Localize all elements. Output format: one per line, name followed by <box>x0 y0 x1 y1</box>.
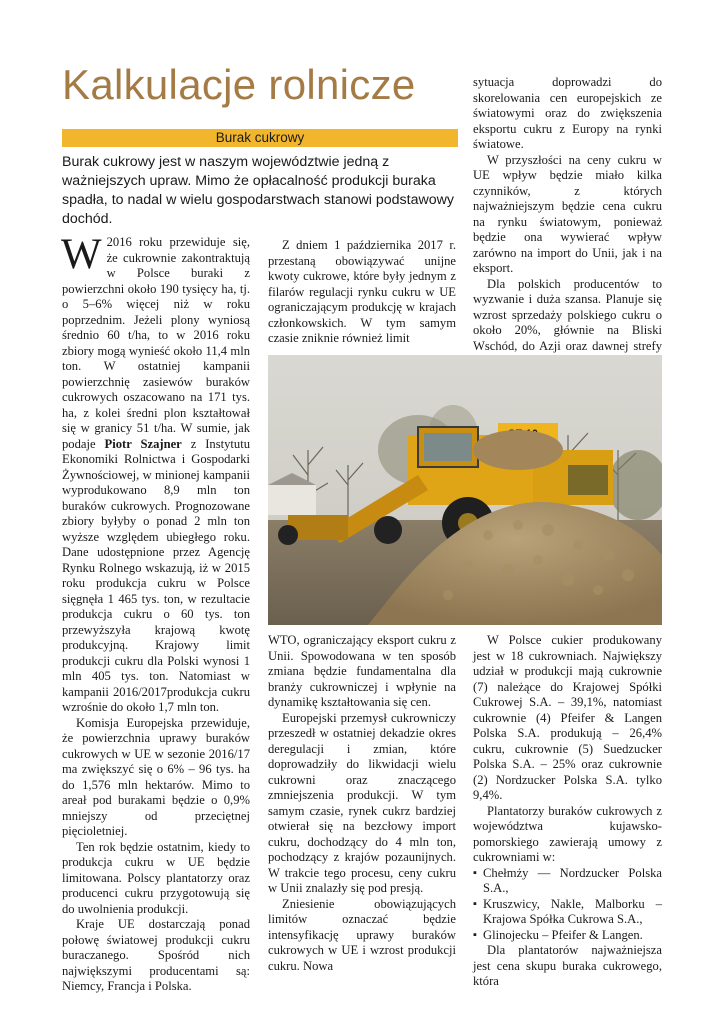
col3-paragraph-5: Plantatorzy buraków cukrowych z województwa kujawsko-pomorskiego zawierają umowy z cukrowniami w: <box>473 803 662 864</box>
col1-text-b: z Instytutu Ekonomiki Rolnictwa i Gospodarki Żywnościowej, w minionej kampanii wyprodukowano 8,9 mln ton buraków cukrowych. Prognozowane zbiory byłyby o ponad 2 mln ton wyższe względem ubiegłego roku. Dane udostępnione przez Agencję Rynku Rolnego wskazują, iż w 2015 roku produkcja cukru w Polsce sięgnęła 1 465 tys. ton, w rezultacie produkcja cukru o 60 tys. ton przewyższyła krajową kwotę produkcyjną. Krajowy limit produkcji cukru dla Polski wynosi 1 mln 405 tys. ton. Natomiast w kampanii 2016/2017produkcja cukru wzrośnie do około 1,7 mln ton. <box>62 436 251 714</box>
column-1 <box>61 231 251 995</box>
col3-paragraph-6: Dla plantatorów najważniejsza jest cena skupu buraka cukrowego, która <box>473 943 662 988</box>
col2-paragraph-1: Z dniem 1 października 2017 r. przestaną obowiązywać unijne kwoty cukrowe, które były jednym z filarów regulacji rynku cukru w UE ograniczającym produkcję w krajach członkowskich. W tym samym czasie zniknie również limit <box>268 238 456 345</box>
col3-paragraph-3: Dla polskich producentów to wyzwanie i duża szansa. Planuje się wzrost sprzedaży polskiego cukru o około 20%, głównie na Bliski Wschód, do Azji oraz dawnej strefy <box>473 276 662 353</box>
column-3-bottom <box>473 633 662 990</box>
page-title: Kalkulacje rolnicze <box>62 61 416 108</box>
lead-paragraph <box>62 153 460 229</box>
column-2-bottom <box>268 633 456 974</box>
col1-text-a: 2016 roku przewiduje się, że cukrownie zakontraktują w Polsce buraki z powierzchni około 190 tysięcy ha, tj. o 5–6% więcej niż w roku poprzednim. Jeżeli plony wyniosą średnio 60 t/ha, to w 2016 roku zbiory mogą wynieść około 11,4 mln ton. W ostatniej kampanii powierzchnię zasiewów buraków cukrowych oszacowano na 171 tys. ha, z kolei średni plon kształtował się w granicy 51 t/ha. W sumie, jak podaje <box>62 235 250 451</box>
list-item: ▪ Kruszwicy, Nakle, Malborku – Krajowa Spółka Cukrowa S.A., <box>473 897 662 928</box>
column-2-top <box>268 238 456 347</box>
list-item: ▪ Glinojecku – Pfeifer & Langen. <box>473 928 662 944</box>
col1-paragraph-4: Kraje UE dostarczają ponad połowę światowej produkcji cukru buraczanego. Spośród nich największymi producentami są: Niemcy, Francja i Polska. <box>62 917 250 993</box>
author-name: Piotr Szajner <box>104 436 182 451</box>
column-3-top <box>473 75 662 401</box>
sugar-factory-list <box>473 866 662 944</box>
col1-paragraph-2: Komisja Europejska przewiduje, że powierzchnia uprawy buraków cukrowych w UE w sezonie 2016/17 ma zwiększyć się o 6% – 96 tys. ha do 1,576 mln hektarów. Mimo to areał pod burakami będzie o 0,9% mniejszy od przeciętnej pięcioletniej. <box>62 715 250 838</box>
col1-paragraph-1 <box>61 231 251 716</box>
list-item: ▪ Chełmży — Nordzucker Polska S.A., <box>473 866 662 897</box>
drop-cap: W <box>61 231 102 278</box>
col1-paragraph-3: Ten rok będzie ostatnim, kiedy to produkcja cukru w UE będzie limitowana. Polscy plantatorzy oraz producenci cukru przygotowują się do uwolnienia produkcji. <box>62 839 250 916</box>
section-bar: Burak cukrowy <box>62 129 458 147</box>
col3-paragraph-4: W Polsce cukier produkowany jest w 18 cukrowniach. Największy udział w produkcji mają cukrownie (7) należące do Krajowej Spółki Cukrowej S.A. – 39,1%, natomiast cukrownie (4) Pfeifer & Langen Polska S.A. produkują – 26,4% cukru, cukrownie (5) Suedzucker Polska S.A. – 25% oraz cukrownie (2) Nordzucker Polska S.A. tylko 9,4%. <box>473 633 662 802</box>
col3-paragraph-1: sytuacja doprowadzi do skorelowania cen europejskich ze światowymi oraz do zwiększenia eksportu cukru z Europy na rynki światowe. <box>473 75 662 151</box>
lead-text: Burak cukrowy jest w naszym województwie jedną z ważniejszych upraw. Mimo że opłacalność produkcji buraka spadła, to nadal w wielu gospodarstwach stanowi podstawowy dochód. <box>62 154 454 227</box>
col2-paragraph-3: Europejski przemysł cukrowniczy przeszedł w ostatniej dekadzie okres deregulacji i zmian, które doprowadziły do likwidacji wielu cukrowni oraz znaczącego zmniejszenia produkcji. W tym samym czasie, rynek cukrz bardziej otwierał się na bezcłowy import cukru, dochodzący do 4 mln ton, pochodzący z krajów pozaunijnych. W trakcie tego procesu, ceny cukru w Unii znalazły się pod presją. <box>268 710 456 895</box>
photo-illustration <box>268 355 662 625</box>
col2-paragraph-4: Zniesienie obowiązujących limitów oznaczać będzie intensyfikację uprawy buraków cukrowych w UE i wzrost produkcji cukru. Nowa <box>268 896 456 973</box>
col2-paragraph-2: WTO, ograniczający eksport cukru z Unii. Spowodowana w ten sposób zmiana będzie fundamentalna dla branży cukrowniczej i wpłynie na dynamikę kształtowania się cen. <box>268 633 456 709</box>
beet-harvester-photo <box>268 355 662 625</box>
col3-paragraph-2: W przyszłości na ceny cukru w UE wpływ będzie miało kilka czynników, z których najważniejszym będzie cena cukru na rynku światowym, ponieważ będzie ona wywierać wpływ zarówno na import do Unii, jak i na eksport. <box>473 152 662 275</box>
